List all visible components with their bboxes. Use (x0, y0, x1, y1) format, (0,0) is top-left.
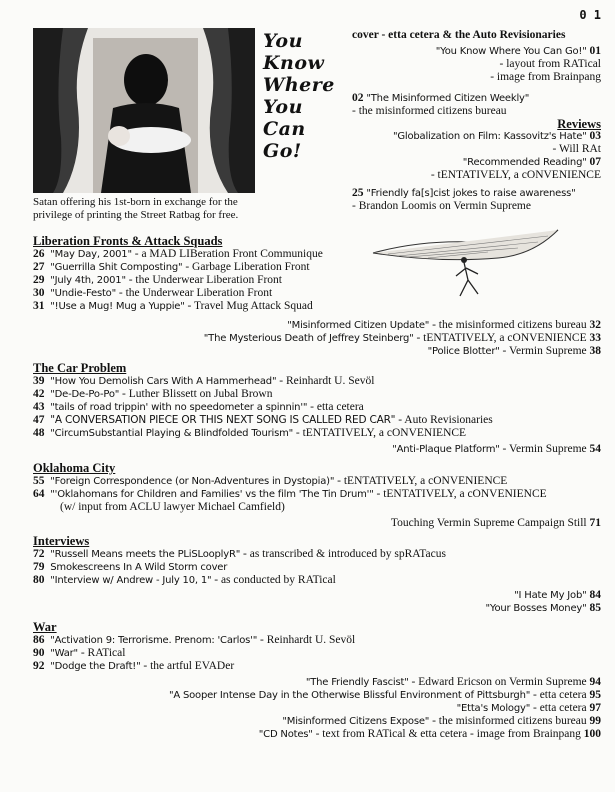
toc-item[interactable]: "Your Bosses Money" 85 (485, 602, 601, 614)
section-heading-war: War (33, 620, 57, 634)
toc-item[interactable]: "CD Notes" - text from RATical & etta cetera - image from Brainpang 100 (258, 728, 601, 740)
review-by: - Will RAt (552, 143, 601, 155)
cover-line: cover - etta cetera & the Auto Revisionaries (352, 29, 566, 41)
review-item[interactable]: "Recommended Reading" 07 (462, 156, 601, 168)
toc-item[interactable]: "Anti-Plaque Platform" - Vermin Supreme 54 (392, 443, 601, 455)
toc-item[interactable]: 92 "Dodge the Draft!" - the artful EVADer (33, 660, 235, 672)
title-word: Know (263, 52, 325, 74)
toc-item[interactable]: 79 Smokescreens In A Wild Storm cover (33, 561, 228, 573)
toc-item[interactable]: 48 "CircumSubstantial Playing & Blindfolded Tourism" - tENTATIVELY, a cONVENIENCE (33, 427, 467, 439)
toc-item[interactable]: 29 "July 4th, 2001" - the Underwear Liberation Front (33, 274, 282, 286)
image-credit: - image from Brainpang (490, 71, 601, 83)
section-heading-liberation: Liberation Fronts & Attack Squads (33, 234, 223, 248)
toc-item[interactable]: "Etta's Mology" - etta cetera 97 (456, 702, 601, 714)
toc-item[interactable]: 43 "tails of road trippin' with no speedometer a spinnin'" - etta cetera (33, 401, 364, 413)
section-heading-car: The Car Problem (33, 361, 127, 375)
toc-item[interactable]: 72 "Russell Means meets the PLiSLooplyR" - as transcribed & introduced by spRATacus (33, 548, 446, 560)
section-heading-interviews: Interviews (33, 534, 90, 548)
toc-item[interactable]: "A Sooper Intense Day in the Otherwise Blissful Environment of Pittsburgh" - etta cetera 95 (168, 689, 601, 701)
title-word: Where (263, 74, 335, 96)
item-25-by: - Brandon Loomis on Vermin Supreme (352, 200, 531, 212)
toc-item[interactable]: 90 "War" - RATical (33, 647, 126, 659)
title-word: Go! (263, 140, 302, 162)
title-word: Can (263, 118, 306, 140)
page-number: 0 1 (579, 8, 601, 22)
cover-photo (33, 28, 255, 193)
reviews-heading: Reviews (557, 117, 601, 131)
toc-item[interactable]: "Misinformed Citizen Update" - the misinformed citizens bureau 32 (287, 319, 601, 331)
big-title (263, 30, 343, 162)
toc-item[interactable]: 80 "Interview w/ Andrew - July 10, 1" - as conducted by RATical (33, 574, 336, 586)
toc-item[interactable]: 26 "May Day, 2001" - a MAD LIBeration Front Communique (33, 248, 323, 260)
item-02[interactable]: 02 "The Misinformed Citizen Weekly" (352, 92, 530, 104)
toc-item[interactable]: "The Friendly Fascist" - Edward Ericson on Vermin Supreme 94 (305, 676, 601, 688)
toc-item[interactable]: 42 "De-De-Po-Po" - Luther Blissett on Jubal Brown (33, 388, 273, 400)
photo-caption: Satan offering his 1st-born in exchange for the privilege of printing the Street Ratbag for free. (33, 196, 239, 221)
title-word: You (263, 96, 303, 118)
review-item[interactable]: "Globalization on Film: Kassovitz's Hate" 03 (392, 130, 601, 142)
toc-item[interactable]: "I Hate My Job" 84 (514, 589, 601, 601)
toc-item[interactable]: 39 "How You Demolish Cars With A Hammerhead" - Reinhardt U. Sevöl (33, 375, 375, 387)
section-heading-oklahoma: Oklahoma City (33, 461, 116, 475)
toc-item[interactable]: "The Mysterious Death of Jeffrey Steinberg" - tENTATIVELY, a cONVENIENCE 33 (203, 332, 601, 344)
toc-item[interactable]: 86 "Activation 9: Terrorisme. Prenom: 'Carlos'" - Reinhardt U. Sevöl (33, 634, 356, 646)
toc-item[interactable]: 27 "Guerrilla Shit Composting" - Garbage Liberation Front (33, 261, 310, 273)
toc-item[interactable]: 55 "Foreign Correspondence (or Non-Adventures in Dystopia)" - tENTATIVELY, a cONVENIENCE (33, 475, 508, 487)
item-25[interactable]: 25 "Friendly fa[s]cist jokes to raise awareness" (352, 187, 576, 199)
item-02-by: - the misinformed citizens bureau (352, 105, 507, 117)
cover-item[interactable]: "You Know Where You Can Go!" 01 (435, 45, 601, 57)
toc-item[interactable]: Touching Vermin Supreme Campaign Still 71 (390, 517, 601, 529)
flying-machine-illustration (368, 218, 563, 298)
layout-credit: - layout from RATical (499, 58, 601, 70)
toc-item[interactable]: "Police Blotter" - Vermin Supreme 38 (427, 345, 601, 357)
toc-item[interactable]: 47 "A CONVERSATION PIECE OR THIS NEXT SONG IS CALLED RED CAR" - Auto Revisionaries (33, 414, 493, 426)
toc-note: (w/ input from ACLU lawyer Michael Camfield) (60, 501, 285, 513)
review-by: - tENTATIVELY, a cONVENIENCE (430, 169, 601, 181)
toc-item[interactable]: 31 "!Use a Mug! Mug a Yuppie" - Travel Mug Attack Squad (33, 300, 313, 312)
toc-item[interactable]: 30 "Undie-Festo" - the Underwear Liberation Front (33, 287, 273, 299)
toc-item[interactable]: "Misinformed Citizens Expose" - the misinformed citizens bureau 99 (282, 715, 601, 727)
toc-item[interactable]: 64 "'Oklahomans for Children and Families' vs the film 'The Tin Drum'" - tENTATIVELY, a cONVENIENCE (33, 488, 547, 500)
title-word: You (263, 30, 303, 52)
